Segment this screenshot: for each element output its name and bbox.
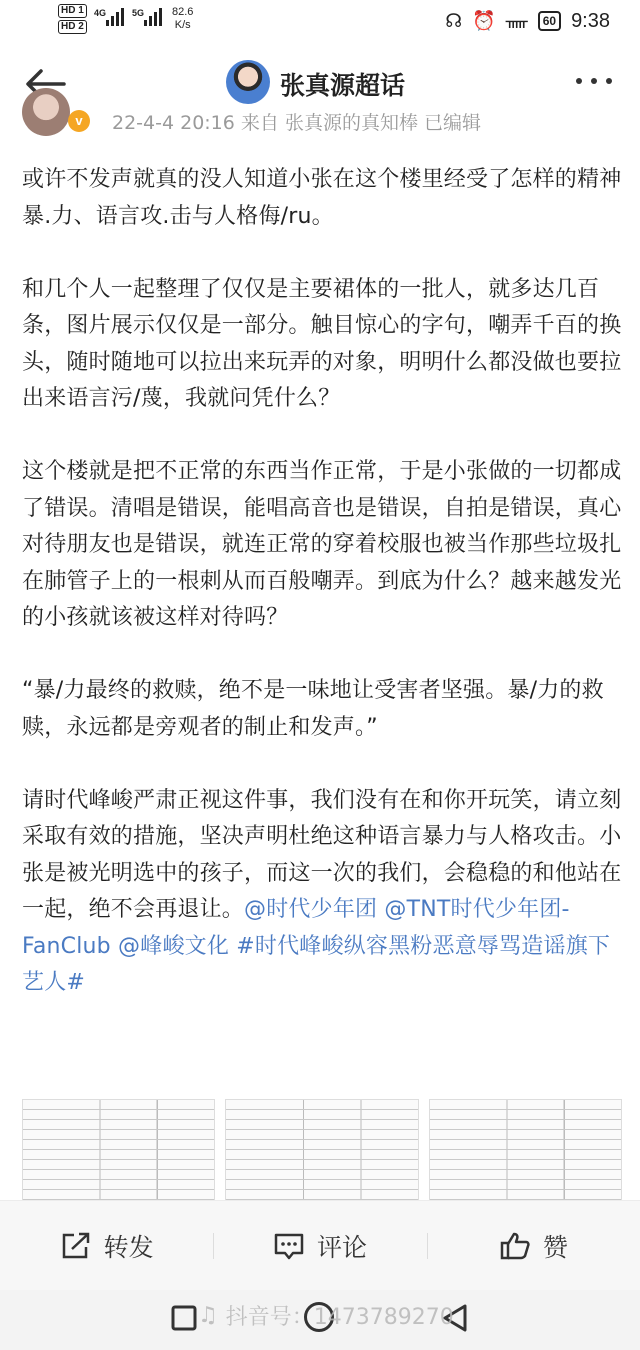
repost-button[interactable] (0, 1201, 213, 1291)
image-thumbnails (22, 1099, 622, 1209)
like-button[interactable] (427, 1201, 640, 1291)
header-avatar[interactable] (226, 60, 270, 104)
mention-link[interactable]: @TNT时代少年团-FanClub (22, 897, 570, 959)
post-paragraph: 和几个人一起整理了仅仅是主要裙体的一批人，就多达几百条，图片展示仅仅是一部分。触目惊心的字句，嘲弄千百的换头，随时随地可以拉出来玩弄的对象，明明什么都没做也要拉出来语言污/蔑，我就问凭什么？ (22, 276, 622, 411)
hd-indicators (58, 4, 87, 34)
post-meta: 22-4-4 20:16 来自 张真源的真知棒 已编辑 (112, 112, 481, 134)
signal1-icon (106, 8, 124, 26)
post-paragraph: 这个楼就是把不正常的东西当作正常，于是小张做的一切都成了错误。清唱是错误，能唱高音也是错误，自拍是错误，真心对待朋友也是错误，就连正常的穿着校服也被当作那些垃圾扎在肺管子上的一根刺从而百般嘲弄。到底为什么？越来越发光的小孩就该被这样对待吗？ (22, 459, 622, 630)
mention-link[interactable]: @时代少年团 (244, 897, 378, 922)
more-dots-icon[interactable] (576, 78, 612, 84)
post-content-area (0, 112, 640, 1200)
avatar[interactable] (22, 88, 70, 136)
share-icon (60, 1231, 92, 1261)
image-thumbnail[interactable] (22, 1099, 215, 1211)
comment-button[interactable] (213, 1201, 426, 1291)
like-label: 赞 (542, 1233, 568, 1262)
thumbs-up-icon (499, 1231, 531, 1261)
post-paragraph: 或许不发声就真的没人知道小张在这个楼里经受了怎样的精神暴.力、语言攻.击与人格侮/ru。 (22, 167, 622, 229)
action-bar (0, 1200, 640, 1291)
square-icon[interactable] (170, 1304, 198, 1332)
signal1-label: 4G (94, 8, 107, 18)
image-thumbnail[interactable] (225, 1099, 418, 1211)
network-speed (172, 6, 193, 32)
clock-time: 9:38 (571, 9, 610, 32)
post-paragraph: 请时代峰峻严肃正视这件事，我们没有在和你开玩笑，请立刻采取有效的措施，坚决声明杜绝这种语言暴力与人格攻击。小张是被光明选中的孩子，而这一次的我们，会稳稳的和他站在一起，绝不会再退让。 (22, 787, 622, 922)
headphones-icon: ☊ (445, 10, 463, 32)
image-thumbnail[interactable] (429, 1099, 622, 1211)
battery-icon: 60 (538, 11, 561, 31)
comment-label: 评论 (316, 1233, 367, 1262)
page-title[interactable]: 张真源超话 (280, 71, 406, 100)
signal2-label: 5G (132, 8, 145, 18)
watermark-text: 抖音号：1473789270 (225, 1305, 454, 1330)
comment-icon (273, 1231, 305, 1261)
signal2-icon (144, 8, 162, 26)
post-paragraph: “暴/力最终的救赎，绝不是一味地让受害者坚强。暴/力的救赎，永远都是旁观者的制止和发声。” (22, 678, 604, 740)
hd2-badge: HD 2 (58, 20, 87, 34)
repost-label: 转发 (103, 1233, 154, 1262)
tiktok-logo-icon: ♫ (198, 1303, 218, 1328)
speed-value: 82.6 (172, 6, 194, 18)
vip-badge: v (68, 110, 90, 132)
hd1-badge: HD 1 (58, 4, 87, 18)
watermark (198, 1300, 454, 1331)
post-paragraph-final (22, 783, 622, 1002)
bluetooth-icon: ᚅ (505, 13, 528, 30)
alarm-icon: ⏰ (472, 11, 496, 32)
post-body (22, 162, 622, 1002)
mention-link[interactable]: @峰峻文化 (118, 933, 230, 959)
status-bar (0, 0, 640, 44)
author-row (0, 110, 640, 140)
status-icons (445, 9, 610, 33)
speed-unit: K/s (174, 19, 191, 31)
hashtag-link[interactable]: #时代峰峻纵容黑粉恶意辱骂造谣旗下艺人# (22, 933, 611, 995)
